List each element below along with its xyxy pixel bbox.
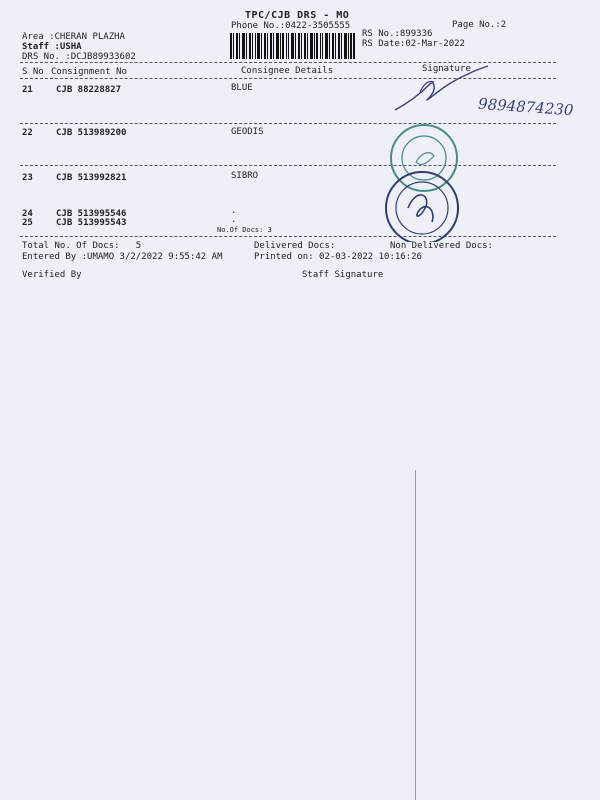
page-number: Page No.:2 bbox=[452, 20, 507, 30]
round-seal-stamp bbox=[378, 170, 468, 242]
row-consignee: . bbox=[231, 206, 237, 216]
row-sno: 22 bbox=[22, 128, 33, 138]
rs-date: RS Date:02-Mar-2022 bbox=[362, 39, 465, 49]
document-title: TPC/CJB DRS - MO bbox=[245, 10, 350, 21]
drs-number: DRS No. :DCJB89933602 bbox=[22, 52, 136, 62]
printed-on: Printed on: 02-03-2022 10:16:26 bbox=[254, 252, 422, 262]
delivered-docs: Delivered Docs: bbox=[254, 241, 336, 251]
row-sno: 21 bbox=[22, 85, 33, 95]
non-delivered-docs: Non Delivered Docs: bbox=[390, 241, 493, 251]
column-consignment: Consignment No bbox=[51, 67, 127, 77]
column-consignee: Consignee Details bbox=[241, 66, 334, 76]
phone-number: Phone No.:0422-3505555 bbox=[231, 21, 351, 31]
row-consignment-no: CJB 513992821 bbox=[56, 173, 127, 183]
row-consignment-no: CJB 88228827 bbox=[56, 85, 122, 95]
handwritten-phone: 9894874230 bbox=[477, 94, 574, 120]
row-consignment-no: CJB 513995543 bbox=[56, 218, 127, 228]
staff-signature-label: Staff Signature bbox=[302, 270, 384, 280]
row-consignee: SIBRO bbox=[231, 171, 259, 181]
verified-by: Verified By bbox=[22, 270, 82, 280]
divider bbox=[20, 236, 556, 237]
divider bbox=[20, 165, 556, 166]
row-sno: 23 bbox=[22, 173, 33, 183]
scan-line bbox=[415, 470, 416, 800]
row-sno: 24 bbox=[22, 209, 33, 219]
column-signature: Signature bbox=[422, 64, 471, 74]
column-sno: S No bbox=[22, 67, 44, 77]
row-consignee: BLUE bbox=[231, 83, 253, 93]
rs-number: RS No.:899336 bbox=[362, 29, 433, 39]
row-sno: 25 bbox=[22, 218, 33, 228]
barcode bbox=[230, 33, 355, 59]
row-consignee: . bbox=[231, 215, 237, 225]
row-consignee: GEODIS bbox=[231, 127, 264, 137]
row-consignment-no: CJB 513989200 bbox=[56, 128, 127, 138]
divider bbox=[20, 123, 556, 124]
total-docs: Total No. Of Docs: 5 bbox=[22, 241, 142, 251]
staff-field: Staff :USHA bbox=[22, 42, 82, 52]
row-consignment-no: CJB 513995546 bbox=[56, 209, 127, 219]
entered-by: Entered By :UMAMO 3/2/2022 9:55:42 AM bbox=[22, 252, 223, 262]
group-doc-count: No.Of Docs: 3 bbox=[217, 226, 272, 234]
area-field: Area :CHERAN PLAZHA bbox=[22, 32, 125, 42]
